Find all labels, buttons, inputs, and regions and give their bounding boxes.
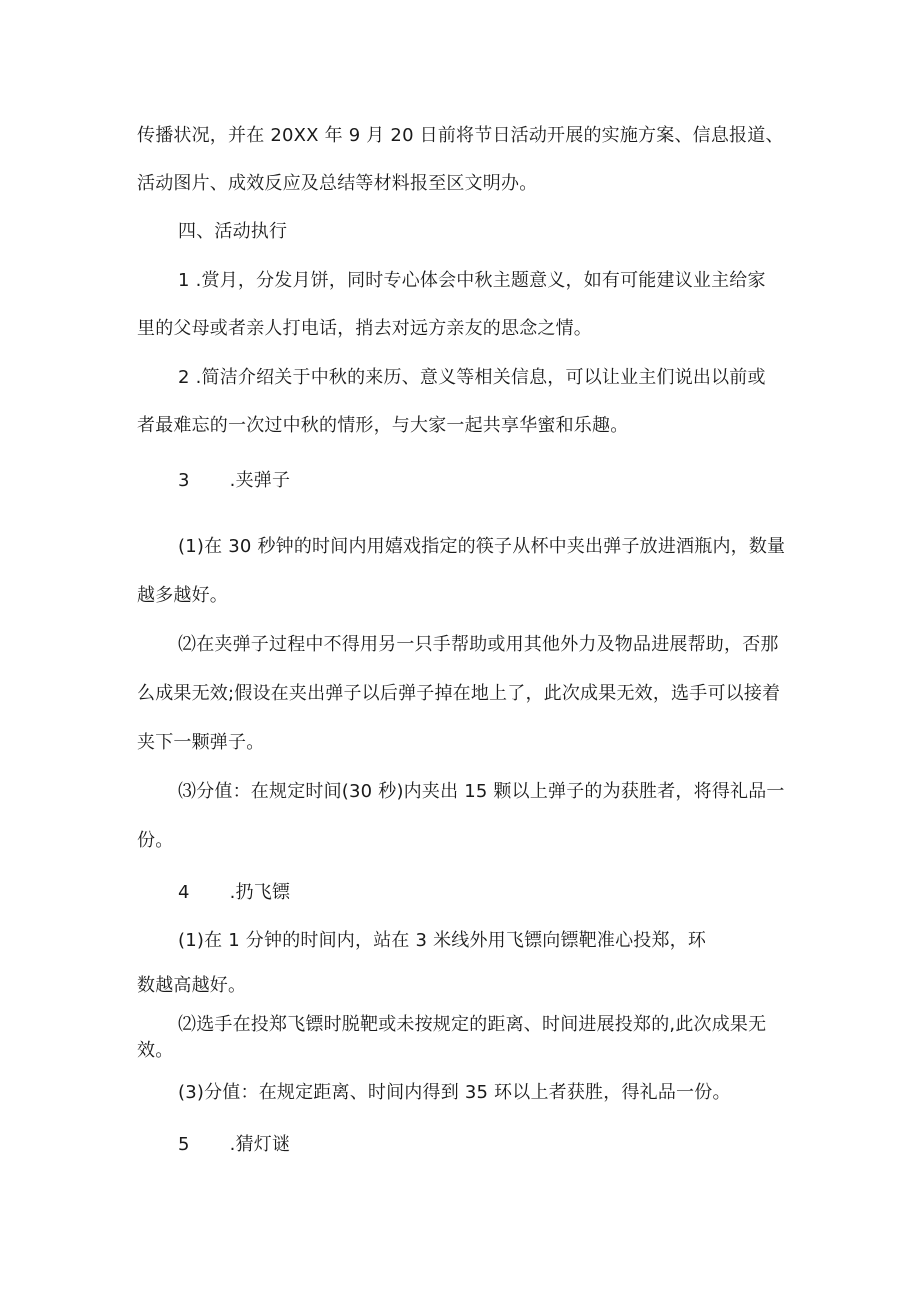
para-continuation-line-1: 传播状况，并在 20XX 年 9 月 20 日前将节日活动开展的实施方案、信息报道、: [137, 125, 784, 146]
item-5-heading: [178, 1134, 290, 1156]
item-3-title: .夹弹子: [229, 470, 291, 491]
item-3-sub-2-line-2: 么成果无效;假设在夹出弹子以后弹子掉在地上了，此次成果无效，选手可以接着: [137, 683, 781, 704]
item-4-sub-2-line-1: ⑵选手在投郑飞镖时脱靶或未按规定的距离、时间进展投郑的,此次成果无: [178, 1014, 767, 1035]
item-5-number: 5: [178, 1134, 190, 1155]
item-5-title: .猜灯谜: [229, 1134, 291, 1155]
item-1-line-2: 里的父母或者亲人打电话，捎去对远方亲友的思念之情。: [137, 318, 592, 339]
item-3-sub-3-line-1: ⑶分值：在规定时间(30 秒)内夹出 15 颗以上弹子的为获胜者，将得礼品一: [178, 781, 785, 802]
item-3-sub-2-line-1: ⑵在夹弹子过程中不得用另一只手帮助或用其他外力及物品进展帮助，否那: [178, 634, 779, 655]
item-3-number: 3: [178, 470, 190, 491]
section-heading-activity-execution: 四、活动执行: [178, 221, 288, 242]
para-continuation-line-2: 活动图片、成效反应及总结等材料报至区文明办。: [137, 173, 538, 194]
item-4-sub-1-line-1: (1)在 1 分钟的时间内，站在 3 米线外用飞镖向镖靶准心投郑，环: [178, 930, 707, 951]
item-4-heading: [178, 882, 290, 904]
item-2-line-1: 2 .简洁介绍关于中秋的来历、意义等相关信息，可以让业主们说出以前或: [178, 367, 766, 388]
item-4-sub-1-line-2: 数越高越好。: [137, 975, 247, 996]
item-3-sub-3-line-2: 份。: [137, 830, 174, 851]
item-3-sub-1-line-2: 越多越好。: [137, 585, 228, 606]
item-3-sub-2-line-3: 夹下一颗弹子。: [137, 732, 265, 753]
item-4-sub-3-line-1: (3)分值：在规定距离、时间内得到 35 环以上者获胜，得礼品一份。: [178, 1082, 731, 1103]
item-4-number: 4: [178, 882, 190, 903]
item-3-sub-1-line-1: (1)在 30 秒钟的时间内用嬉戏指定的筷子从杯中夹出弹子放进酒瓶内，数量: [178, 536, 786, 557]
item-2-line-2: 者最难忘的一次过中秋的情形，与大家一起共享华蜜和乐趣。: [137, 415, 629, 436]
item-4-title: .扔飞镖: [229, 882, 291, 903]
item-3-heading: [178, 470, 290, 492]
item-1-line-1: 1 .赏月，分发月饼，同时专心体会中秋主题意义，如有可能建议业主给家: [178, 270, 766, 291]
item-4-sub-2-line-2: 效。: [137, 1040, 174, 1061]
